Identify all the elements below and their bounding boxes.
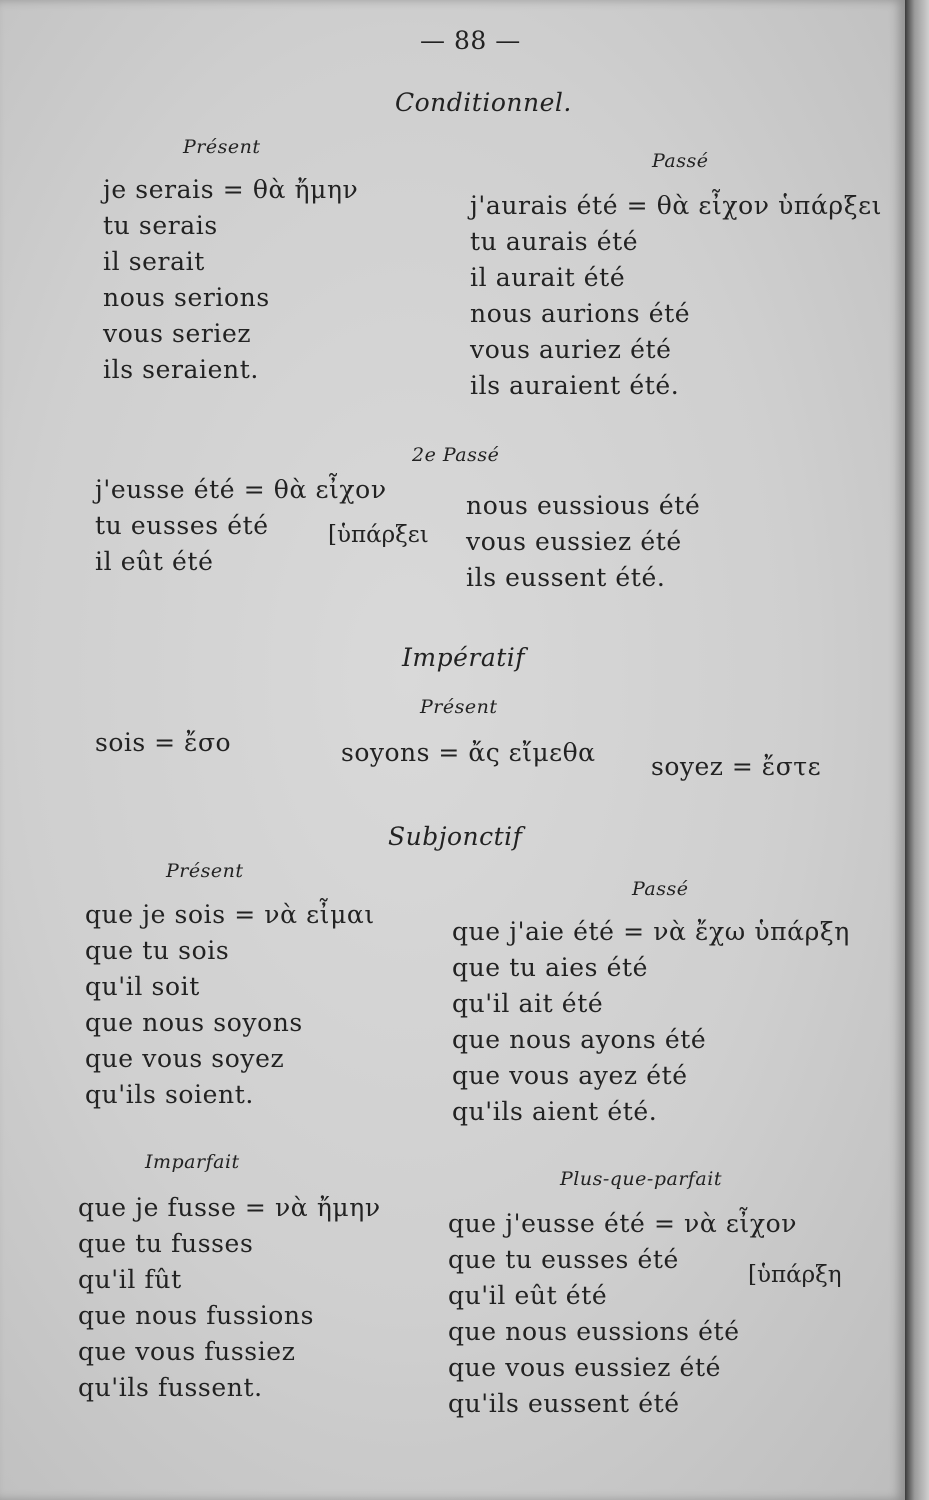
conjugation-line: que je sois = νὰ εἶμαι <box>85 900 375 929</box>
conjugation-line: il eût été <box>95 547 214 576</box>
conjugation-line: vous eussiez été <box>466 527 682 556</box>
book-spine <box>905 0 929 1500</box>
conjugation-line: que j'eusse été = νὰ εἶχον <box>448 1209 798 1238</box>
subjonctif-plus-que-parfait-continuation: [ὑπάρξη <box>748 1262 842 1288</box>
conjugation-line: que tu eusses été <box>448 1245 679 1274</box>
conjugation-line: que tu aies été <box>452 953 649 982</box>
conjugation-line: que j'aie été = νὰ ἔχω ὑπάρξη <box>452 917 850 946</box>
conjugation-line: que vous ayez été <box>452 1061 688 1090</box>
conjugation-line: ils eussent été. <box>466 563 666 592</box>
subjonctif-passe-list <box>452 914 850 1130</box>
imperatif-soyons: soyons = ἄς εἴμεθα <box>341 738 596 767</box>
conditionnel-passe2-label: 2e Passé <box>412 444 500 466</box>
conditionnel-passe2-continuation: [ὑπάρξει <box>328 522 429 548</box>
conjugation-line: nous eussious été <box>466 491 701 520</box>
conjugation-line: que vous eussiez été <box>448 1353 721 1382</box>
subjonctif-plus-que-parfait-label: Plus-que-parfait <box>560 1168 722 1190</box>
conjugation-line: que nous soyons <box>85 1008 303 1037</box>
subjonctif-passe-label: Passé <box>632 878 689 900</box>
conjugation-line: nous serions <box>103 283 270 312</box>
conjugation-line: tu eusses été <box>95 511 269 540</box>
conjugation-line: je serais = θὰ ἤμην <box>103 175 359 204</box>
conjugation-line: que vous fussiez <box>78 1337 296 1366</box>
conjugation-line: que nous eussions été <box>448 1317 740 1346</box>
conjugation-line: que tu sois <box>85 936 230 965</box>
conjugation-line: il serait <box>103 247 205 276</box>
conditionnel-present-list <box>103 172 358 388</box>
conjugation-line: qu'il fût <box>78 1265 182 1294</box>
subjonctif-imparfait-label: Imparfait <box>145 1151 240 1173</box>
conjugation-line: vous seriez <box>103 319 252 348</box>
conjugation-line: tu aurais été <box>470 227 639 256</box>
conjugation-line: que tu fusses <box>78 1229 254 1258</box>
conjugation-line: vous auriez été <box>470 335 672 364</box>
conjugation-line: j'eusse été = θὰ εἶχον <box>95 475 387 504</box>
conjugation-line: que je fusse = νὰ ἤμην <box>78 1193 381 1222</box>
imperatif-present-label: Présent <box>420 696 498 718</box>
page-number: — 88 — <box>420 26 521 55</box>
section-title-imperatif: Impératif <box>402 643 526 672</box>
conditionnel-passe-label: Passé <box>652 150 709 172</box>
subjonctif-plus-que-parfait-list <box>448 1206 797 1422</box>
conjugation-line: qu'il ait été <box>452 989 604 1018</box>
conditionnel-passe-list <box>470 188 882 404</box>
conjugation-line: qu'ils soient. <box>85 1080 254 1109</box>
conjugation-line: ils seraient. <box>103 355 259 384</box>
conjugation-line: qu'ils fussent. <box>78 1373 263 1402</box>
section-title-conditionnel: Conditionnel. <box>395 88 572 117</box>
conjugation-line: qu'ils aient été. <box>452 1097 658 1126</box>
conjugation-line: tu serais <box>103 211 218 240</box>
imperatif-sois: sois = ἔσο <box>95 728 232 757</box>
conjugation-line: qu'il soit <box>85 972 200 1001</box>
conjugation-line: que vous soyez <box>85 1044 285 1073</box>
conjugation-line: j'aurais été = θὰ εἶχον ὑπάρξει <box>470 191 883 220</box>
subjonctif-present-list <box>85 897 375 1113</box>
conditionnel-present-label: Présent <box>183 136 261 158</box>
conjugation-line: nous aurions été <box>470 299 691 328</box>
conditionnel-passe2-right-list <box>466 488 700 596</box>
conjugation-line: ils auraient été. <box>470 371 680 400</box>
imperatif-soyez: soyez = ἔστε <box>651 752 822 781</box>
subjonctif-present-label: Présent <box>166 860 244 882</box>
conjugation-line: qu'il eût été <box>448 1281 608 1310</box>
subjonctif-imparfait-list <box>78 1190 381 1406</box>
conjugation-line: il aurait été <box>470 263 626 292</box>
section-title-subjonctif: Subjonctif <box>388 822 523 851</box>
conjugation-line: que nous fussions <box>78 1301 315 1330</box>
conjugation-line: qu'ils eussent été <box>448 1389 680 1418</box>
conjugation-line: que nous ayons été <box>452 1025 707 1054</box>
